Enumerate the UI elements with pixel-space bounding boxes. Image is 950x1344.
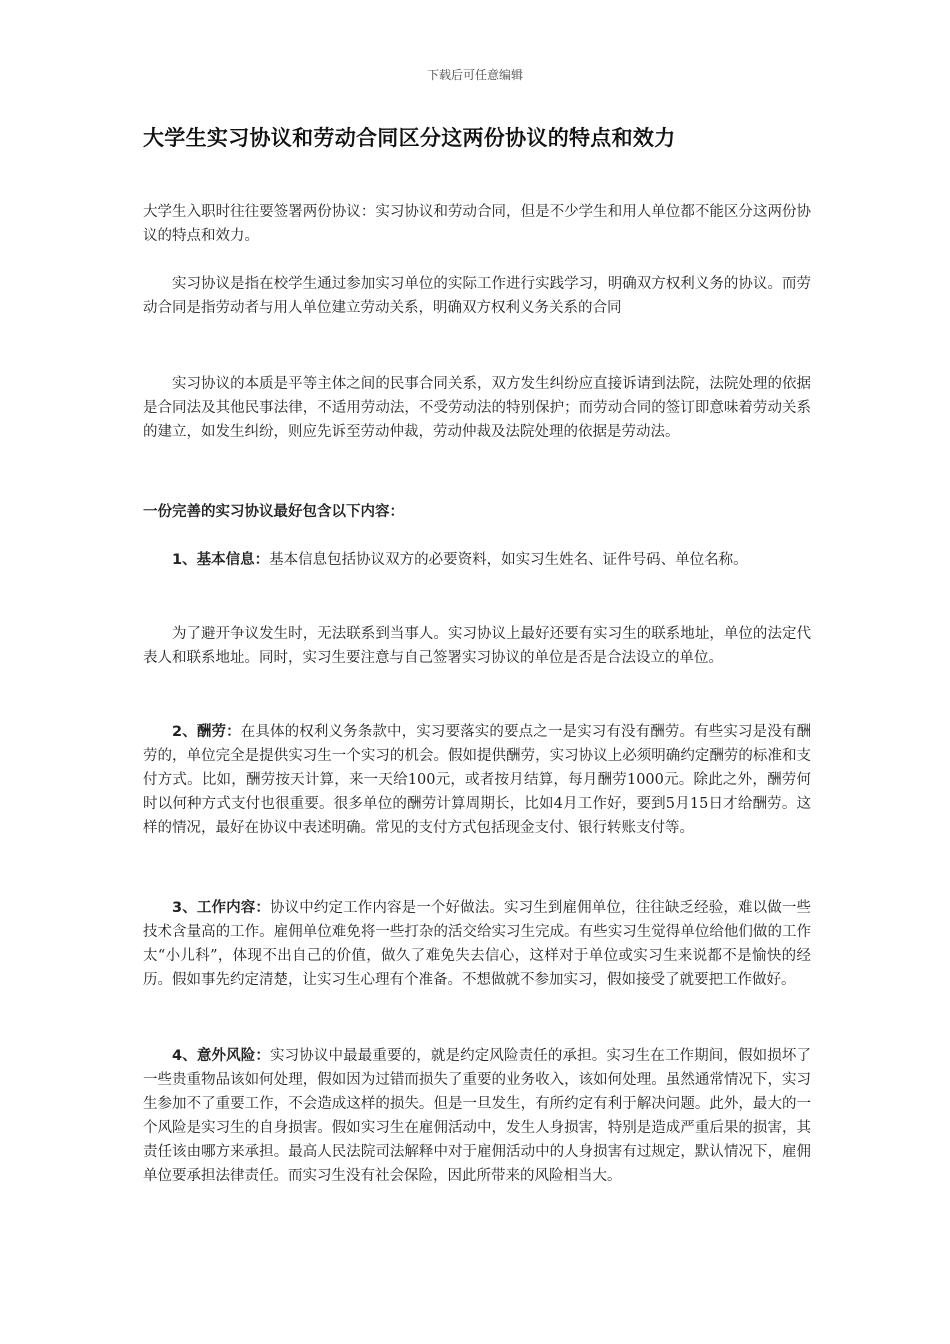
document-title: 大学生实习协议和劳动合同区分这两份协议的特点和效力 xyxy=(143,126,676,150)
item-work-content-label: 3、工作内容： xyxy=(172,900,270,916)
item-accident-risk-label: 4、意外风险： xyxy=(172,1048,270,1064)
section-heading: 一份完善的实习协议最好包含以下内容： xyxy=(143,504,404,520)
item-remuneration xyxy=(143,720,811,840)
paragraph-intro: 大学生入职时往往要签署两份协议：实习协议和劳动合同，但是不少学生和用人单位都不能区分这两份协议的特点和效力。 xyxy=(143,204,811,244)
item-basic-info-label: 1、基本信息： xyxy=(172,552,270,568)
item-accident-risk-text: 实习协议中最最重要的，就是约定风险责任的承担。实习生在工作期间，假如损坏了一些贵重物品该如何处理，假如因为过错而损失了重要的业务收入，该如何处理。虽然通常情况下，实习生参加不了重要工作，不会造成这样的损失。但是一旦发生，有所约定有利于解决问题。此外，最大的一个风险是实习生的自身损害。假如实习生在雇佣活动中，发生人身损害，特别是造成严重后果的损害，其责任该由哪方来承担。最高人民法院司法解释中对于雇佣活动中的人身损害有过规定，默认情况下，雇佣单位要承担法律责任。而实习生没有社会保险，因此所带来的风险相当大。 xyxy=(143,1048,811,1184)
paragraph-basic-info-extra: 为了避开争议发生时，无法联系到当事人。实习协议上最好还要有实习生的联系地址，单位的法定代表人和联系地址。同时，实习生要注意与自己签署实习协议的单位是否是合法设立的单位。 xyxy=(143,626,811,666)
item-work-content-text: 协议中约定工作内容是一个好做法。实习生到雇佣单位，往往缺乏经验，难以做一些技术含量高的工作。雇佣单位难免将一些打杂的活交给实习生完成。有些实习生觉得单位给他们做的工作太“小儿科”，体现不出自己的价值，做久了难免失去信心，这样对于单位或实习生来说都不是愉快的经历。假如事先约定清楚，让实习生心理有个准备。不想做就不参加实习，假如接受了就要把工作做好。 xyxy=(143,900,811,988)
item-remuneration-label: 2、酬劳： xyxy=(172,724,241,740)
header-note: 下载后可任意编辑 xyxy=(426,68,523,82)
item-work-content xyxy=(143,896,811,992)
item-basic-info xyxy=(143,548,811,572)
item-basic-info-text: 基本信息包括协议双方的必要资料，如实习生姓名、证件号码、单位名称。 xyxy=(269,552,748,568)
item-accident-risk xyxy=(143,1044,811,1188)
paragraph-definitions: 实习协议是指在校学生通过参加实习单位的实际工作进行实践学习，明确双方权利义务的协议。而劳动合同是指劳动者与用人单位建立劳动关系，明确双方权利义务关系的合同 xyxy=(143,276,811,316)
item-remuneration-text: 在具体的权利义务条款中，实习要落实的要点之一是实习有没有酬劳。有些实习是没有酬劳的，单位完全是提供实习生一个实习的机会。假如提供酬劳，实习协议上必须明确约定酬劳的标准和支付方式。比如，酬劳按天计算，来一天给100元，或者按月结算，每月酬劳1000元。除此之外，酬劳何时以何种方式支付也很重要。很多单位的酬劳计算周期长，比如4月工作好，要到5月15日才给酬劳。这样的情况，最好在协议中表述明确。常见的支付方式包括现金支付、银行转账支付等。 xyxy=(143,724,811,836)
paragraph-nature: 实习协议的本质是平等主体之间的民事合同关系，双方发生纠纷应直接诉请到法院，法院处理的依据是合同法及其他民事法律，不适用劳动法，不受劳动法的特别保护；而劳动合同的签订即意味着劳动关系的建立，如发生纠纷，则应先诉至劳动仲裁，劳动仲裁及法院处理的依据是劳动法。 xyxy=(143,376,811,440)
